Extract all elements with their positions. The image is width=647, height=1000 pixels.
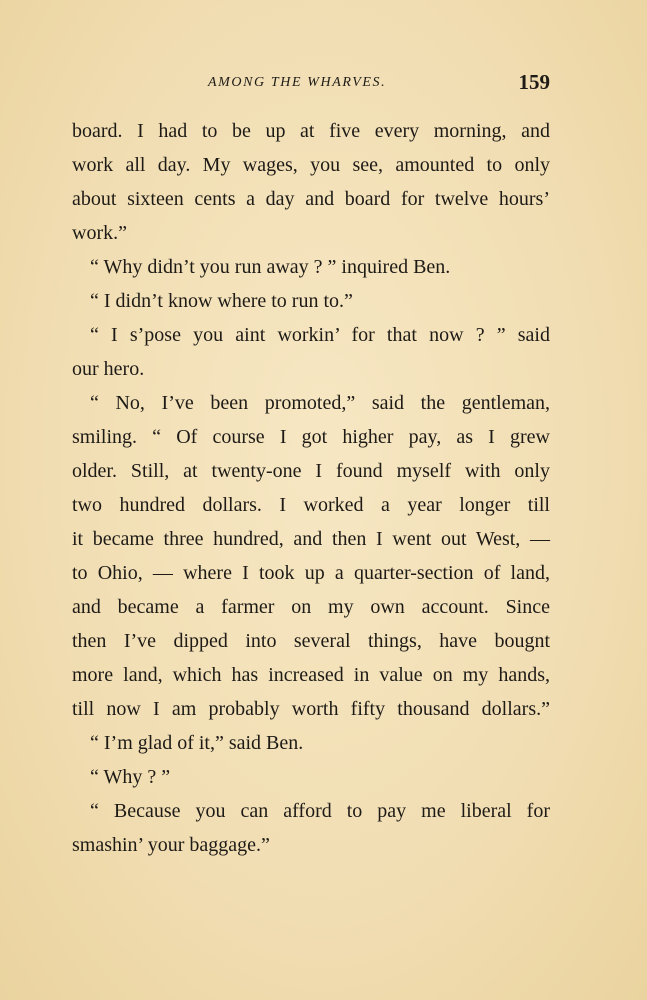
text-line: till now I am probably worth fifty thousand dollars.” bbox=[72, 698, 550, 720]
text-line: then I’ve dipped into several things, have bougnt bbox=[72, 630, 550, 652]
text-line: about sixteen cents a day and board for twelve hours’ bbox=[72, 188, 550, 210]
text-line: “ No, I’ve been promoted,” said the gentleman, bbox=[90, 392, 550, 414]
text-line: board. I had to be up at five every morning, and bbox=[72, 120, 550, 142]
text-line: smiling. “ Of course I got higher pay, as I grew bbox=[72, 426, 550, 448]
text-line: “ I didn’t know where to run to.” bbox=[90, 290, 353, 312]
text-line: work.” bbox=[72, 222, 127, 244]
text-line: “ Why didn’t you run away ? ” inquired Ben. bbox=[90, 256, 451, 278]
text-line: it became three hundred, and then I went out West, — bbox=[72, 528, 550, 550]
text-line: and became a farmer on my own account. Since bbox=[72, 596, 550, 618]
running-head: AMONG THE WHARVES. bbox=[208, 75, 387, 90]
text-line: more land, which has increased in value on my hands, bbox=[72, 664, 550, 686]
text-line: “ I’m glad of it,” said Ben. bbox=[90, 732, 304, 754]
text-line: two hundred dollars. I worked a year longer till bbox=[72, 494, 550, 516]
text-line: to Ohio, — where I took up a quarter-section of land, bbox=[72, 562, 550, 584]
text-line: smashin’ your baggage.” bbox=[72, 834, 270, 856]
page-header bbox=[72, 70, 550, 100]
text-line: older. Still, at twenty-one I found myself with only bbox=[72, 460, 550, 482]
text-line: work all day. My wages, you see, amounted to only bbox=[72, 154, 550, 176]
text-line: “ I s’pose you aint workin’ for that now ? ” said bbox=[90, 324, 550, 346]
text-line: “ Why ? ” bbox=[90, 766, 171, 788]
body-text bbox=[72, 114, 550, 862]
text-line: our hero. bbox=[72, 358, 145, 380]
page-number: 159 bbox=[518, 70, 550, 94]
text-line: “ Because you can afford to pay me liberal for bbox=[90, 800, 550, 822]
